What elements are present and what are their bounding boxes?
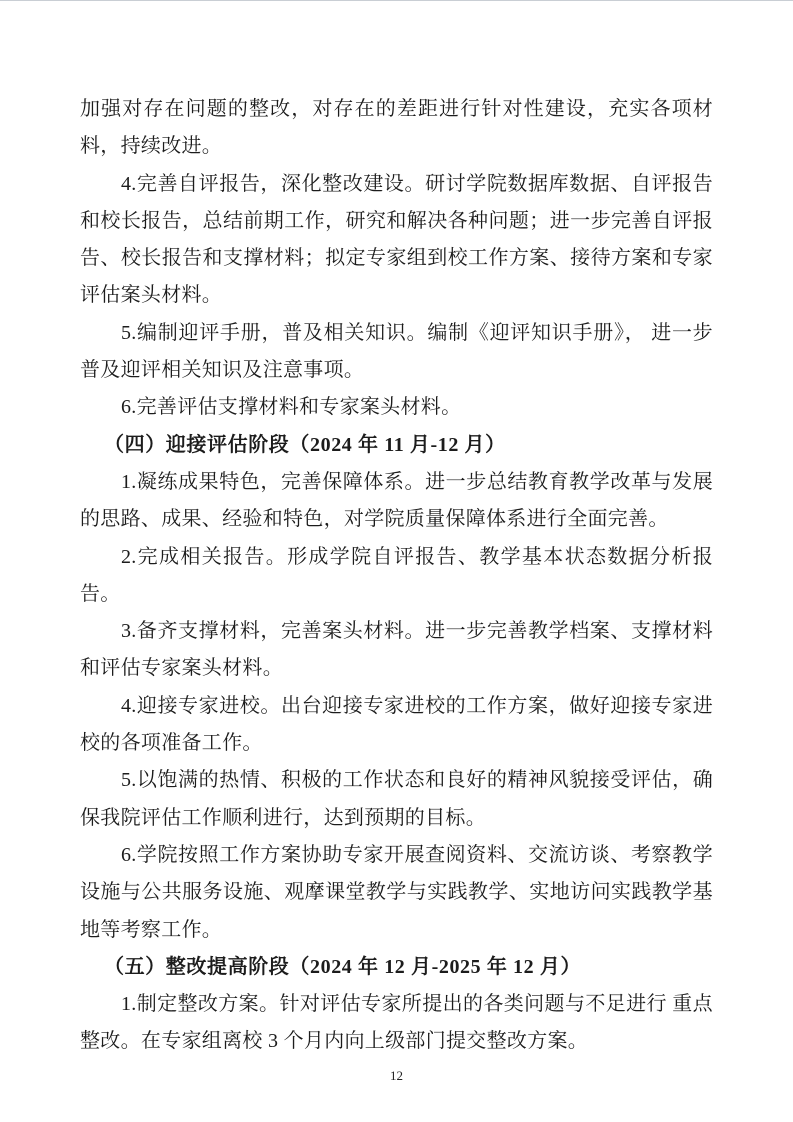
page-number: 12 <box>390 1068 403 1083</box>
paragraph: 2.完成相关报告。形成学院自评报告、教学基本状态数据分析报告。 <box>80 545 713 605</box>
paragraph: 1.制定整改方案。针对评估专家所提出的各类问题与不足进行 重点整改。在专家组离校 3 个月内向上级部门提交整改方案。 <box>80 993 713 1053</box>
paragraph: 4.完善自评报告，深化整改建设。研讨学院数据库数据、自评报告和校长报告，总结前期工作，研究和解决各种问题；进一步完善自评报告、校长报告和支撑材料；拟定专家组到校工作方案、接待方案和专家评估案头材料。 <box>80 172 713 307</box>
paragraph: 6.完善评估支撑材料和专家案头材料。 <box>121 396 462 419</box>
document-body <box>80 91 713 1061</box>
paragraph: 5.编制迎评手册，普及相关知识。编制《迎评知识手册》， 进一步普及迎评相关知识及注意事项。 <box>80 321 713 382</box>
paragraph: 1.凝练成果特色，完善保障体系。进一步总结教育教学改革与发展的思路、成果、经验和特色，对学院质量保障体系进行全面完善。 <box>80 470 713 531</box>
paragraph: 3.备齐支撑材料，完善案头材料。进一步完善教学档案、支撑材料和评估专家案头材料。 <box>80 620 713 680</box>
paragraph: 6.学院按照工作方案协助专家开展查阅资料、交流访谈、考察教学设施与公共服务设施、观摩课堂教学与实践教学、实地访问实践教学基地等考察工作。 <box>80 843 713 941</box>
paragraph: 5.以饱满的热情、积极的工作状态和良好的精神风貌接受评估，确保我院评估工作顺利进行，达到预期的目标。 <box>80 769 713 829</box>
paragraph: 4.迎接专家进校。出台迎接专家进校的工作方案，做好迎接专家进校的各项准备工作。 <box>80 694 713 755</box>
section-heading: （四）迎接评估阶段（2024 年 11 月-12 月） <box>104 433 506 456</box>
section-heading: （五）整改提高阶段（2024 年 12 月-2025 年 12 月） <box>104 955 582 978</box>
paragraph: 加强对存在问题的整改，对存在的差距进行针对性建设，充实各项材料，持续改进。 <box>80 98 713 158</box>
